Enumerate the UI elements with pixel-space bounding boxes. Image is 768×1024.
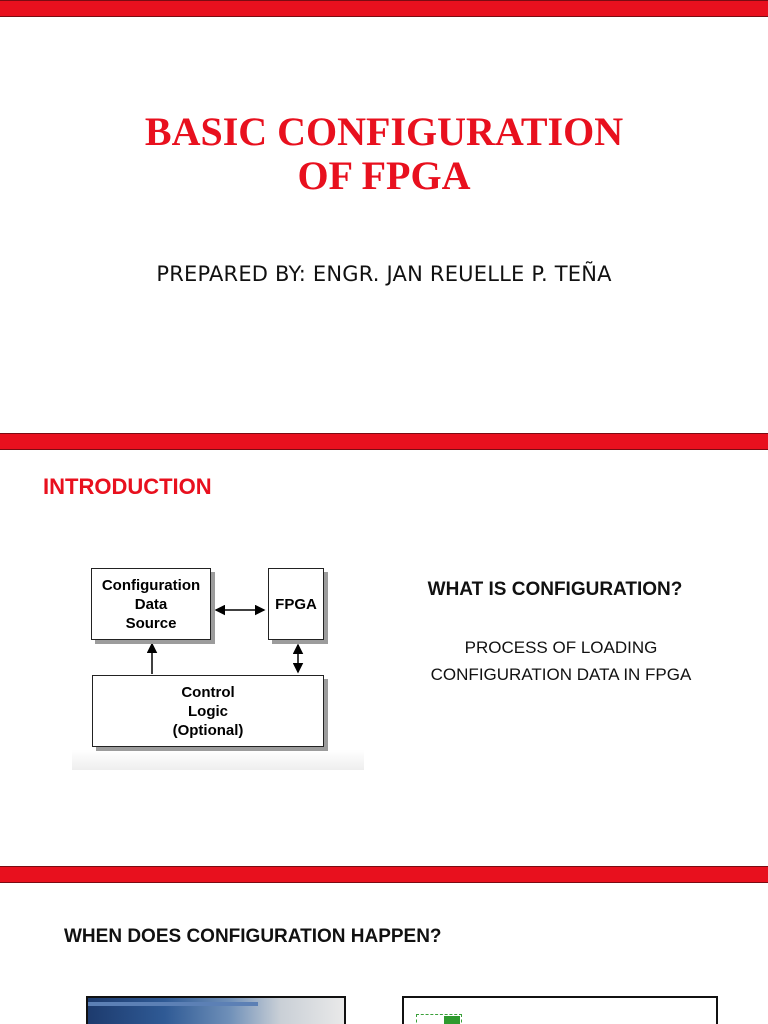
definition-text (400, 634, 722, 688)
fpga-box-label: FPGA (275, 595, 317, 613)
title-line-1: BASIC CONFIGURATION (144, 109, 624, 154)
slide-1-top-bar (0, 0, 768, 17)
presentation-title (0, 110, 768, 198)
definition-line-1: PROCESS OF LOADING (464, 638, 658, 657)
section-heading-when: WHEN DOES CONFIGURATION HAPPEN? (64, 926, 442, 947)
config-box-line-1: Configuration (101, 576, 201, 594)
slide-1 (0, 17, 768, 433)
board-photo (86, 996, 346, 1024)
fpga-box (268, 568, 324, 640)
slide-2-top-bar (0, 433, 768, 450)
configuration-block-diagram (72, 558, 364, 770)
presenter-credit: PREPARED BY: ENGR. JAN REUELLE P. TEÑA (156, 262, 612, 286)
software-screenshot (402, 996, 718, 1024)
control-box-line-2: Logic (188, 702, 228, 720)
section-heading-introduction: INTRODUCTION (43, 474, 212, 499)
definition-line-2: CONFIGURATION DATA IN FPGA (430, 665, 692, 684)
control-box-line-3: (Optional) (172, 721, 244, 739)
config-box-line-3: Source (125, 614, 177, 632)
config-box-line-2: Data (134, 595, 168, 613)
control-logic-box (92, 675, 324, 747)
board-photo-strip (88, 1002, 258, 1006)
title-line-2: OF FPGA (297, 153, 471, 198)
control-box-line-1: Control (181, 683, 235, 701)
green-block-icon (444, 1016, 460, 1024)
question-heading: WHAT IS CONFIGURATION? (427, 579, 683, 600)
slide-3-top-bar (0, 866, 768, 883)
config-data-source-box (91, 568, 211, 640)
